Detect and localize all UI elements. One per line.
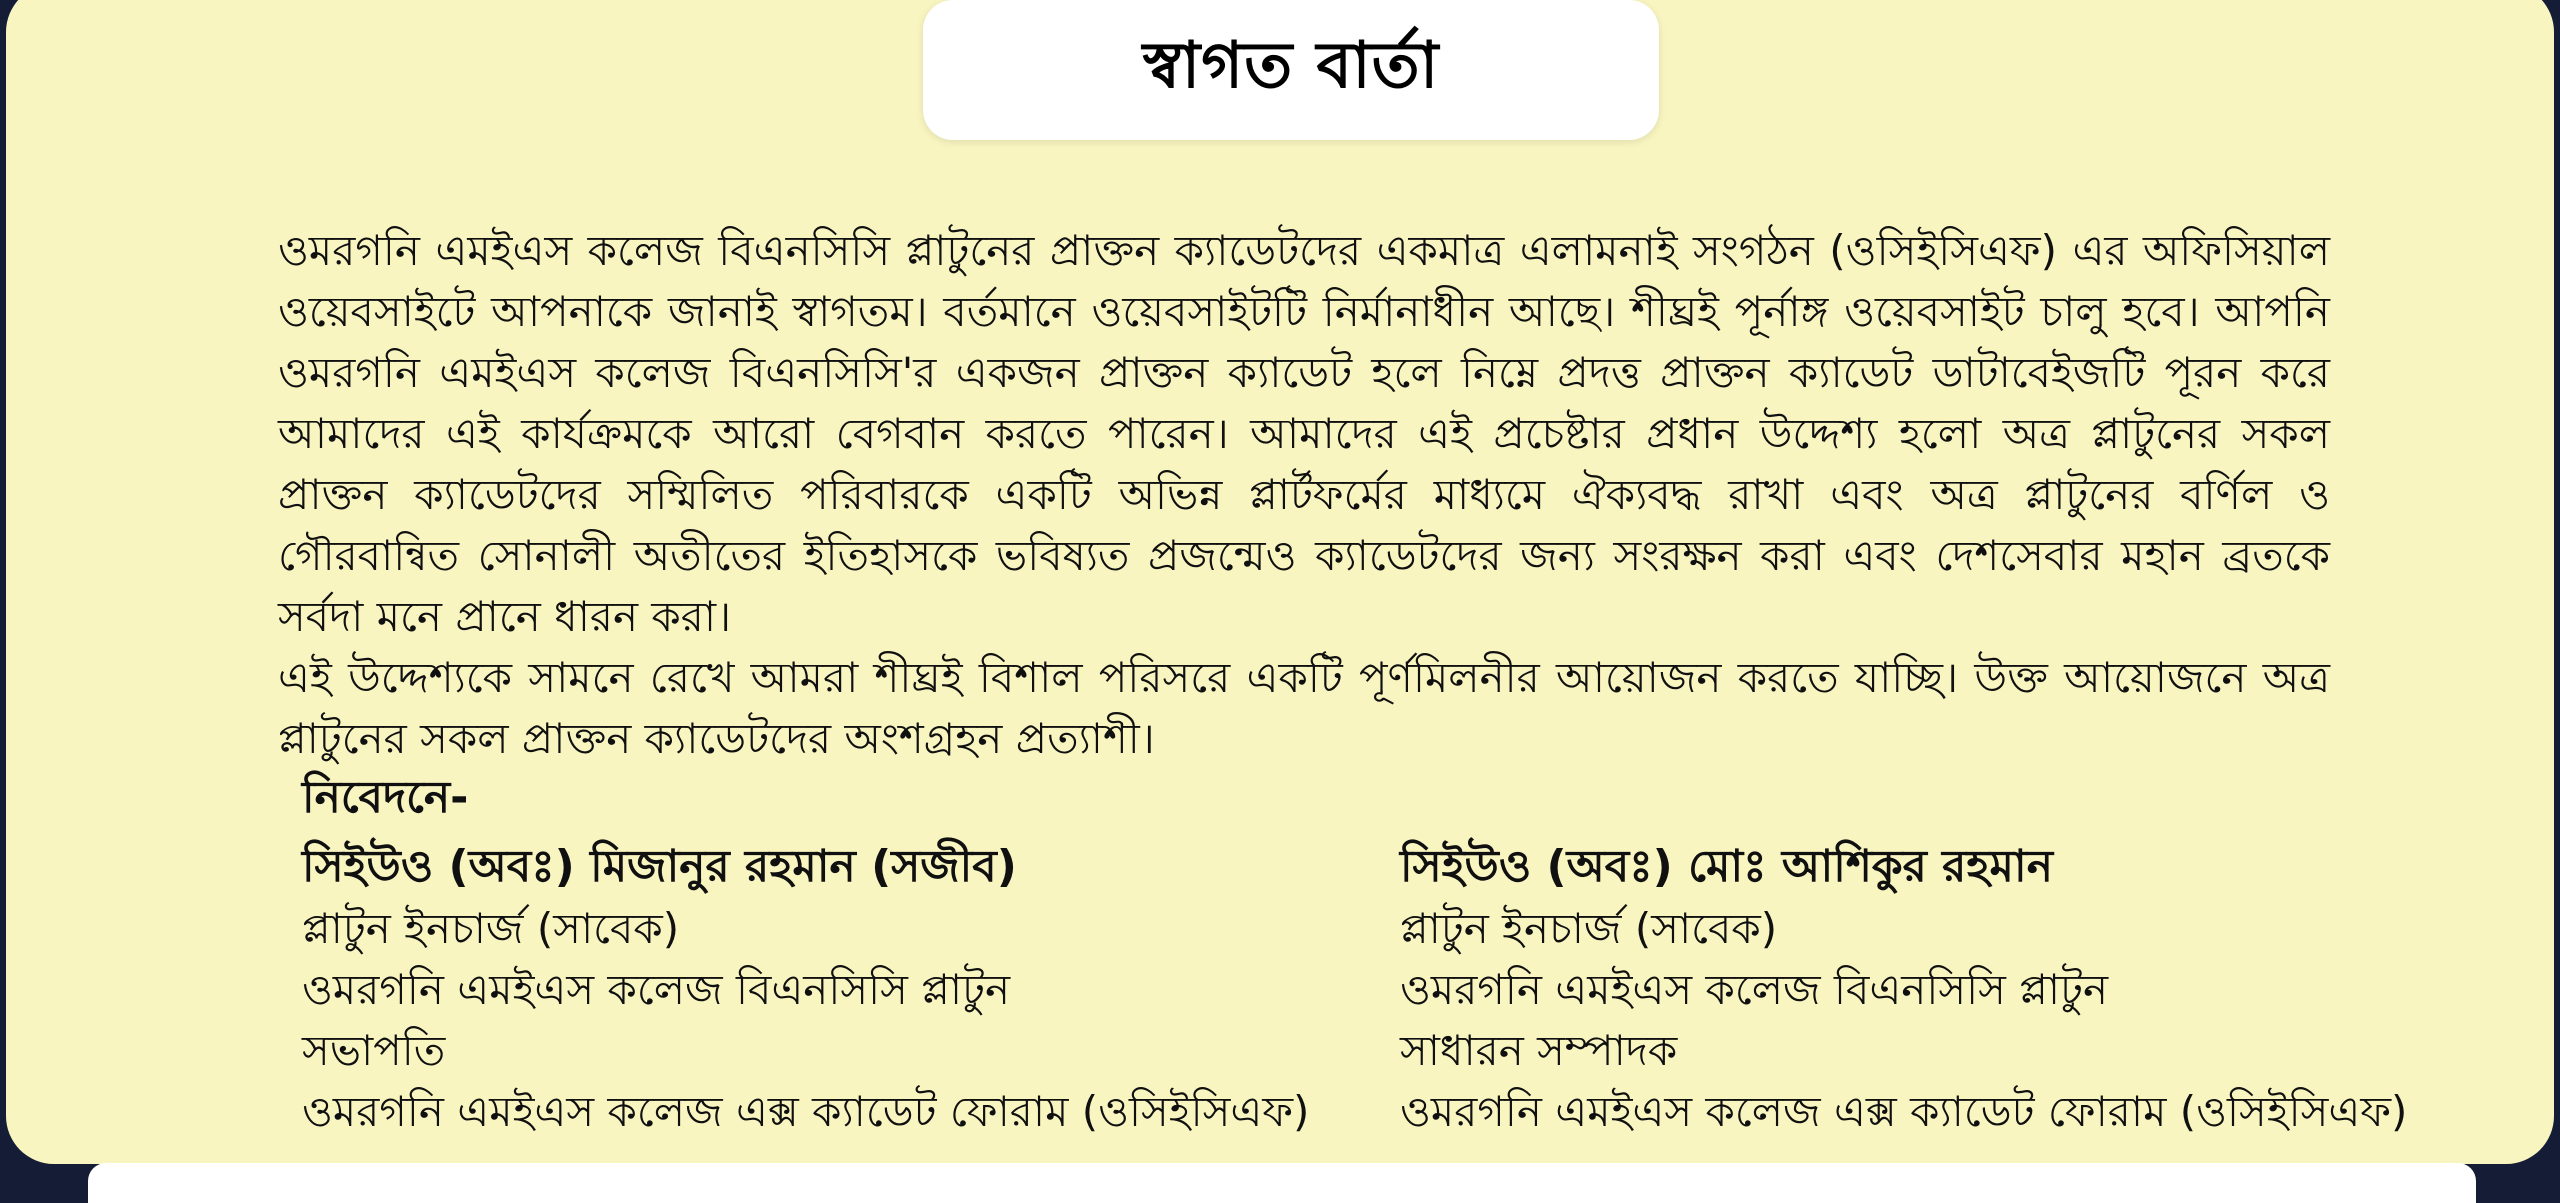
signatory-block-president: [302, 836, 1362, 1142]
next-section-band: [88, 1163, 2476, 1203]
signatory-name: সিইউও (অবঃ) মোঃ আশিকুর রহমান: [1400, 841, 2053, 892]
signatory-role-line: প্লাটুন ইনচার্জ (সাবেক): [1400, 904, 1778, 953]
closing-label: নিবেদনে-: [302, 772, 469, 823]
signatory-block-general-secretary: [1400, 836, 2460, 1142]
signatory-name: সিইউও (অবঃ) মিজানুর রহমান (সজীব): [302, 841, 1017, 892]
welcome-paragraph-1: ওমরগনি এমইএস কলেজ বিএনসিসি প্লাটুনের প্রাক্তন ক্যাডেটদের একমাত্র এলামনাই সংগঠন (ওসিইসিএফ) এর অফিসিয়াল ওয়েবসাইটে আপনাকে জানাই স্বাগতম। বর্তমানে ওয়েবসাইটটি নির্মানাধীন আছে। শীঘ্রই পূর্নাঙ্গ ওয়েবসাইট চালু হবে। আপনি ওমরগনি এমইএস কলেজ বিএনসিসি'র একজন প্রাক্তন ক্যাডেট হলে নিম্নে প্রদত্ত প্রাক্তন ক্যাডেট ডাটাবেইজটি পূরন করে আমাদের এই কার্যক্রমকে আরো বেগবান করতে পারেন। আমাদের এই প্রচেষ্টার প্রধান উদ্দেশ্য হলো অত্র প্লাটুনের সকল প্রাক্তন ক্যাডেটদের সম্মিলিত পরিবারকে একটি অভিন্ন প্লার্টফর্মের মাধ্যমে ঐক্যবদ্ধ রাখা এবং অত্র প্লাটুনের বর্ণিল ও গৌরবান্বিত সোনালী অতীতের ইতিহাসকে ভবিষ্যত প্রজন্মেও ক্যাডেটদের জন্য সংরক্ষন করা এবং দেশসেবার মহান ব্রতকে সর্বদা মনে প্রানে ধারন করা।: [278, 226, 2330, 641]
welcome-title-box: [923, 0, 1659, 140]
page-title: স্বাগত বার্তা: [1142, 28, 1440, 103]
signatory-position-line: সাধারন সম্পাদক: [1400, 1026, 1678, 1075]
welcome-message: [278, 220, 2330, 769]
signatory-forum-line: ওমরগনি এমইএস কলেজ এক্স ক্যাডেট ফোরাম (ওসিইসিএফ): [302, 1087, 1310, 1136]
signatory-org-line: ওমরগনি এমইএস কলেজ বিএনসিসি প্লাটুন: [302, 965, 1011, 1014]
welcome-paragraph-2: এই উদ্দেশ্যকে সামনে রেখে আমরা শীঘ্রই বিশাল পরিসরে একটি পূর্ণমিলনীর আয়োজন করতে যাচ্ছি। উক্ত আয়োজনে অত্র প্লাটুনের সকল প্রাক্তন ক্যাডেটদের অংশগ্রহন প্রত্যাশী।: [278, 653, 2330, 763]
signatory-role-line: প্লাটুন ইনচার্জ (সাবেক): [302, 904, 680, 953]
signatory-forum-line: ওমরগনি এমইএস কলেজ এক্স ক্যাডেট ফোরাম (ওসিইসিএফ): [1400, 1087, 2408, 1136]
signatory-position-line: সভাপতি: [302, 1026, 446, 1075]
signatory-org-line: ওমরগনি এমইএস কলেজ বিএনসিসি প্লাটুন: [1400, 965, 2109, 1014]
